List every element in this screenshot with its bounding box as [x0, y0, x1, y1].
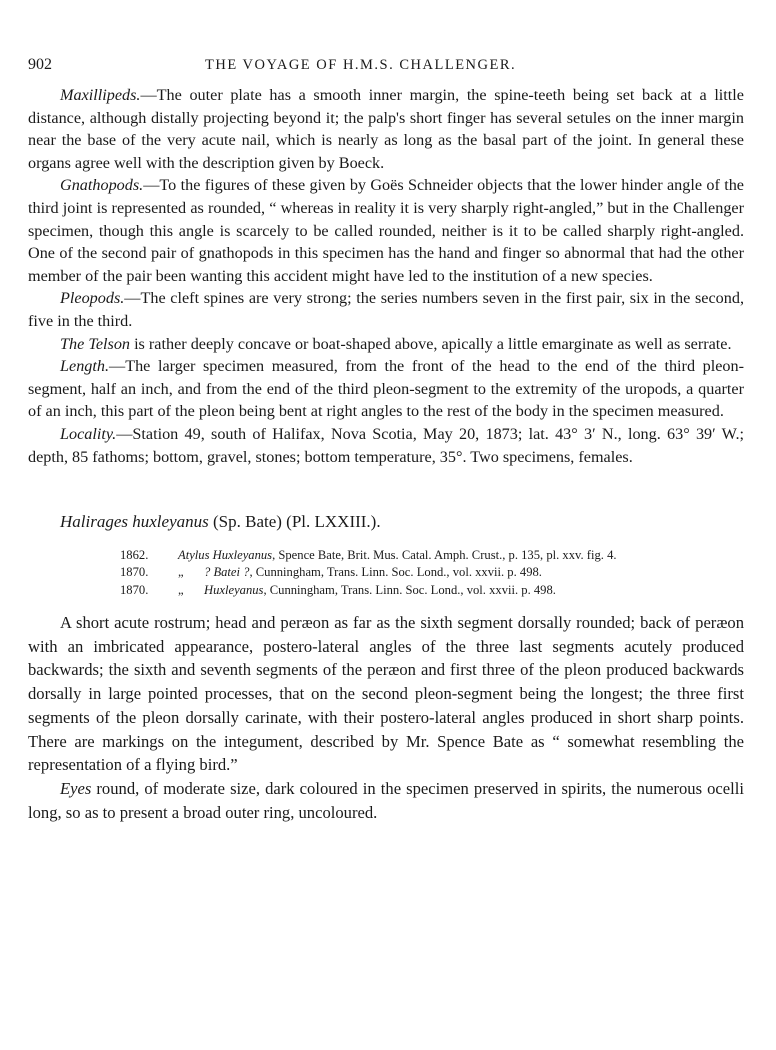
paragraph-text: —The larger specimen measured, from the front of the head to the end of the third pleon-segment, half an inch, and from the end of the third pleon-segment to the extremity of the uropods, a quarter of an inch, this part of the pleon being bent at right angles to the rest of the body in the specimen measured. [28, 357, 744, 421]
paragraph-text: round, of moderate size, dark coloured in the specimen preserved in spirits, the numerous ocelli long, so as to present a broad outer ring, uncoloured. [28, 779, 744, 823]
reference-taxon: ? Batei ? [204, 565, 250, 580]
paragraph-eyes [28, 777, 744, 825]
running-title: THE VOYAGE OF H.M.S. CHALLENGER. [205, 57, 517, 73]
paragraph-text: is rather deeply concave or boat-shaped above, apically a little emarginate as well as serrate. [130, 334, 732, 353]
document-page [28, 56, 744, 825]
page-number: 902 [28, 56, 52, 73]
reference-citation: , Spence Bate, Brit. Mus. Catal. Amph. Crust., p. 135, pl. xxv. fig. 4. [272, 548, 617, 563]
paragraph-maxillipeds [28, 84, 744, 174]
reference-year: 1862. [120, 548, 149, 563]
reference-item [120, 564, 744, 581]
reference-year: 1870. [120, 565, 149, 580]
paragraph-locality [28, 423, 744, 468]
reference-citation: , Cunningham, Trans. Linn. Soc. Lond., vol. xxvii. p. 498. [263, 582, 556, 597]
paragraph-lead: Pleopods. [60, 289, 125, 308]
reference-citation: , Cunningham, Trans. Linn. Soc. Lond., vol. xxvii. p. 498. [249, 565, 542, 580]
paragraph-lead: The Telson [60, 334, 131, 353]
ditto-mark: „ [178, 582, 184, 597]
paragraph-text: —The cleft spines are very strong; the series numbers seven in the first pair, six in the second, five in the third. [28, 289, 744, 330]
reference-taxon: Huxleyanus [204, 582, 264, 597]
reference-item [120, 582, 744, 599]
reference-item [120, 547, 744, 564]
paragraph-lead: Maxillipeds. [60, 86, 141, 104]
paragraph-text: —The outer plate has a smooth inner margin, the spine-teeth being set back at a little distance, although distally projecting beyond it; the palp's short finger has several setules on the inner margin near the base of the very acute nail, which is nearly as long as the basal part of the joint. In general these organs agree well with the description given by Boeck. [28, 86, 744, 172]
reference-year: 1870. [120, 582, 149, 597]
synonymy-list [120, 547, 744, 599]
paragraph-lead: Locality. [60, 424, 117, 443]
species-heading [28, 510, 744, 534]
section-body-1 [28, 84, 744, 468]
paragraph-pleopods [28, 287, 744, 332]
paragraph-length [28, 355, 744, 423]
paragraph-gnathopods [28, 174, 744, 287]
species-name: Halirages huxleyanus [60, 512, 209, 532]
species-authority: (Sp. Bate) (Pl. LXXIII.). [208, 512, 381, 532]
paragraph-text: —To the figures of these given by Goës Schneider objects that the lower hinder angle of the third joint is represented as rounded, “ whereas in reality it is very sharply right-angled,” but in the Challenger specimen, though this angle is scarcely to be called rounded, neither is it to be called sharply right-angled. One of the second pair of gnathopods in this specimen has the hand and finger so abnormal that had the other member of the pair been wanting this accident might have led to the institution of a new species. [28, 176, 744, 285]
paragraph-telson [28, 333, 744, 356]
paragraph-lead: Gnathopods. [60, 176, 144, 195]
paragraph-description: A short acute rostrum; head and peræon as far as the sixth segment dorsally rounded; back of peræon with an imbricated appearance, postero-lateral angles of the three last segments acutely produced backwards; the sixth and seventh segments of the peræon and first three of the pleon produced backwards dorsally in large pointed processes, that on the second pleon-segment being the longest; the three first segments of the pleon dorsally carinate, with their postero-lateral angles produced in short sharp points. There are markings on the integument, described by Mr. Spence Bate as “ somewhat resembling the representation of a flying bird.” [28, 612, 744, 775]
paragraph-text: —Station 49, south of Halifax, Nova Scotia, May 20, 1873; lat. 43° 3′ N., long. 63° 39′ W.; depth, 85 fathoms; bottom, gravel, stones; bottom temperature, 35°. Two specimens, females. [28, 424, 744, 466]
ditto-mark: „ [178, 565, 184, 580]
paragraph-lead: Length. [60, 357, 110, 376]
reference-taxon: Atylus Huxleyanus [178, 548, 273, 563]
page-header [28, 56, 744, 84]
section-body-2 [28, 611, 744, 825]
paragraph-lead: Eyes [60, 779, 92, 799]
